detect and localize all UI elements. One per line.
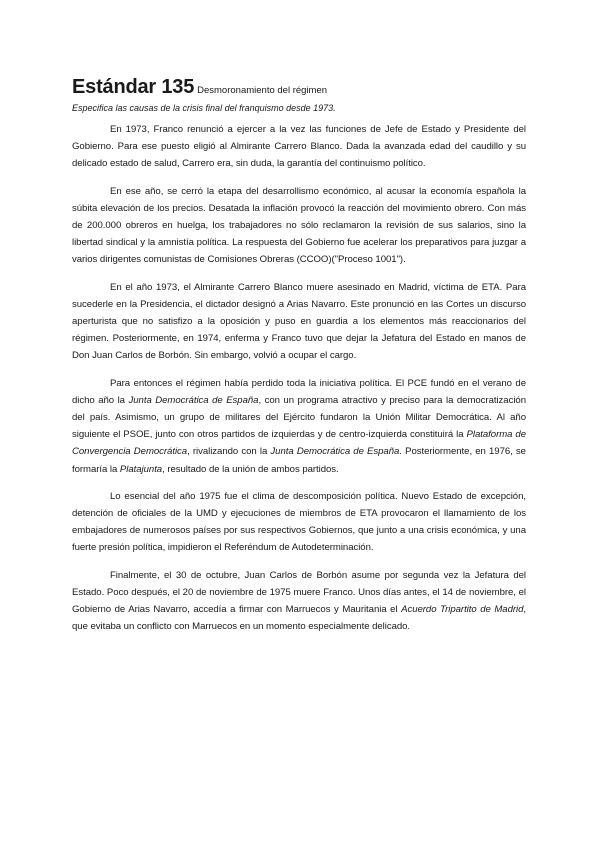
- paragraph-text: , con un programa atractivo y preciso para la democratización del país. Asimismo, un grupo de militares del Ejército fundaron la Unión Militar Democrática. Al año siguiente el PSOE, junto con otros partidos de izquierdas y de centro-izquierda constituirá la: [72, 394, 526, 441]
- paragraph-text: En ese año, se cerró la etapa del desarrollismo económico, al acusar la economía española la súbita elevación de los precios. Desatada la inflación provocó la reacción del movimiento obrero. Con más de 200.000 obreros en huelga, los trabajadores no sólo reclamaron la revisión de sus salarios, sino la libertad sindical y la amnistía política. La respuesta del Gobierno fue acelerar los preparativos para juzgar a varios dirigentes comunistas de Comisiones Obreras (CCOO)("Proceso 1001").: [72, 185, 526, 266]
- italic-term: Acuerdo Tripartito de Madrid: [401, 604, 524, 616]
- italic-term: Plataforma de Convergencia Democrática: [72, 429, 526, 458]
- paragraph-text: . Posteriormente, en 1976, se formaría la: [72, 446, 526, 475]
- paragraph-text: , que evitaba un conflicto con Marruecos en un momento especialmente delicado.: [72, 604, 526, 633]
- italic-term: Platajunta: [119, 463, 163, 475]
- paragraph: [72, 488, 526, 557]
- paragraph-text: Lo esencial del año 1975 fue el clima de descomposición política. Nuevo Estado de excepción, detención de oficiales de la UMD y ejecuciones de miembros de ETA provocaron el llamamiento de los embajadores de numerosos países por sus respectivos Gobiernos, que junto a una crisis económica, y una fuerte presión política, impidieron el Referéndum de Autodeterminación.: [72, 490, 526, 554]
- paragraph: [72, 279, 526, 365]
- paragraph: [72, 375, 526, 478]
- paragraph-text: Para entonces el régimen había perdido toda la iniciativa política. El PCE fundó en el verano de dicho año la: [72, 377, 526, 406]
- paragraph: [72, 121, 526, 173]
- standard-number: Estándar 135: [72, 76, 195, 98]
- italic-term: Junta Democrática de España: [128, 394, 259, 406]
- paragraph-text: En 1973, Franco renunció a ejercer a la vez las funciones de Jefe de Estado y Presidente del Gobierno. Para ese puesto eligió al Almirante Carrero Blanco. Dada la avanzada edad del caudillo y su delicado estado de salud, Carrero era, sin duda, la garantía del continuismo político.: [72, 124, 526, 170]
- title-line: [72, 76, 526, 102]
- italic-term: Junta Democrática de España: [270, 446, 400, 458]
- standard-subtitle: Desmoronamiento del régimen: [197, 85, 328, 96]
- paragraph-text: , rivalizando con la: [187, 446, 271, 458]
- standard-objective: Especifica las causas de la crisis final del franquismo desde 1973.: [72, 103, 336, 113]
- paragraph: [72, 567, 526, 636]
- paragraph: [72, 183, 526, 269]
- paragraph-text: Finalmente, el 30 de octubre, Juan Carlos de Borbón asume por segunda vez la Jefatura del Estado. Poco después, el 20 de noviembre de 1975 muere Franco. Unos días antes, el 14 de noviembre, el Gobierno de Arias Navarro, accedía a firmar con Marruecos y Mauritania el: [72, 569, 526, 616]
- paragraph-text: , resultado de la unión de ambos partidos.: [162, 463, 339, 475]
- paragraph-text: En el año 1973, el Almirante Carrero Blanco muere asesinado en Madrid, víctima de ETA. Para sucederle en la Presidencia, el dictador designó a Arias Navarro. Este pronunció en las Cortes un discurso aperturista que no satisfizo a la oposición y puso en guardia a los elementos más reaccionarios del régimen. Posteriormente, en 1974, enferma y Franco tuvo que dejar la Jefatura del Estado en manos de Don Juan Carlos de Borbón. Sin embargo, volvió a ocupar el cargo.: [72, 281, 526, 362]
- body-text: [72, 121, 526, 635]
